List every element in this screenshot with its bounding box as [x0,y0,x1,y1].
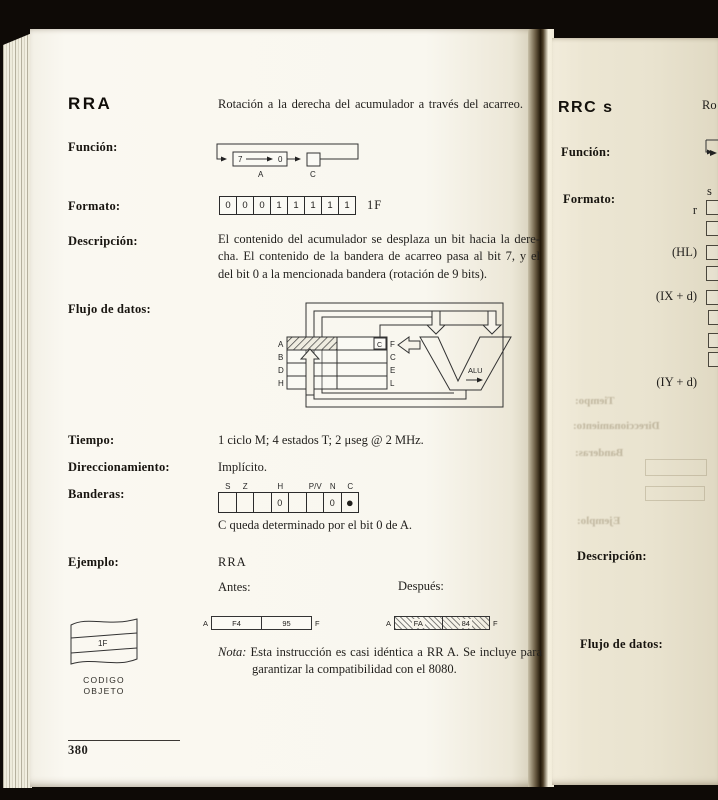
descripcion-text [218,231,540,283]
ghost-box [645,486,705,501]
tiempo-label: Tiempo: [68,433,115,447]
next-summary-fragment: Ro [702,98,717,112]
bit-cell: 0 [253,196,271,215]
bit-cell: 1 [287,196,305,215]
register-after [386,616,498,630]
accumulator-hatched [287,337,337,350]
data-flow-diagram [268,297,518,415]
reg-label: B [278,353,284,362]
flag-label: Z [242,482,248,491]
reg-right-label: F [315,618,320,628]
flags-note: C queda determinado por el bit 0 de A. [218,518,413,532]
rp-formato-label: Formato: [563,192,616,206]
rp-opcode-box-fragment [708,333,718,348]
rp-s-label: s [707,184,712,198]
direccionamiento-label: Direccionamiento: [68,460,170,474]
reg-left-label: A [203,618,209,628]
flag-cell [236,492,255,513]
flag-cell: 0 [271,492,290,513]
ghost-tiempo: Tiempo: [575,395,615,407]
bit-cell: 1 [304,196,322,215]
reg-label: H [278,379,284,388]
reg-a-label: A [258,170,264,179]
alu-input-arrow-right [483,311,501,334]
register-before [203,616,320,630]
reg-value: FA [395,617,443,629]
reg-right-label: F [493,618,498,628]
descripcion-label: Descripción: [68,234,138,248]
rp-opcode-box-fragment [706,290,718,305]
nota-text [218,644,542,677]
carry-c-label: C [310,170,316,179]
page-number-rule [68,740,180,741]
rp-funcion-diagram-fragment [704,138,718,162]
carry-flag-text: C [377,342,383,349]
ghost-direccionamiento: Direccionamiento: [573,420,660,432]
strip-line-bottom [71,648,137,653]
page-number: 380 [68,743,89,757]
object-code-caption [66,675,142,697]
flag-label: S [225,482,231,491]
tiempo-value: 1 ciclo M; 4 estados T; 2 μseg @ 2 MHz. [218,433,424,447]
next-instruction-title: RRC s [558,99,614,116]
funcion-diagram [212,137,364,179]
flag-cell-carry-set: ● [341,492,360,513]
ghost-box [645,459,707,476]
ejemplo-instruction: RRA [218,555,247,569]
flag-cell: 0 [323,492,342,513]
rp-opcode-box-fragment [706,245,718,260]
formato-label: Formato: [68,199,121,213]
alu-label: ALU [468,366,483,375]
ejemplo-label: Ejemplo: [68,555,119,569]
descripcion-line: El contenido del acumulador se desplaza un bit hacia la dere- [218,232,540,246]
ghost-ejemplo: Ejemplo: [577,515,621,527]
descripcion-line: cha. El contenido de la bandera de acarreo pasa al bit 7, y el [218,249,540,264]
banderas-label: Banderas: [68,487,125,501]
opcode-hex: 1F [367,198,383,212]
opcode-bit-row [219,196,382,215]
rp-operand-ixd: (IX + d) [655,289,697,303]
flujo-label: Flujo de datos: [68,302,151,316]
bit-cell: 0 [236,196,254,215]
rp-opcode-box-fragment [708,310,718,325]
ghost-banderas: Banderas: [575,447,624,459]
alu-to-flags-arrow [398,337,420,353]
bit-cell: 0 [219,196,237,215]
rp-descripcion-label: Descripción: [577,549,647,563]
rp-opcode-box-fragment [706,200,718,215]
reg-label: A [278,340,284,349]
reg-label: E [390,366,396,375]
object-code-icon [66,611,142,673]
bit-cell: 1 [270,196,288,215]
nota-line2: garantizar la compatibilidad con el 8080. [252,661,457,676]
flag-label: P/V [308,482,322,491]
flag-cell [253,492,272,513]
direccionamiento-value: Implícito. [218,460,267,474]
reg-value: F4 [212,617,262,629]
flag-label: H [277,482,284,491]
instruction-summary: Rotación a la derecha del acumulador a través del acarreo. [218,97,524,111]
nota-line1: Nota: Esta instrucción es casi idéntica a RR A. Se incluye para [218,645,542,659]
rp-funcion-label: Función: [561,145,611,159]
flag-cell [288,492,307,513]
object-code-value: 1F [98,639,108,648]
bit-cell: 1 [338,196,356,215]
reg-label: D [278,366,284,375]
nota-prefix: Nota: [218,645,247,659]
rp-opcode-box-fragment [706,266,718,281]
flag-cell [306,492,325,513]
strip-line-top [71,633,137,638]
carry-box [307,153,320,166]
despues-label: Después: [398,579,444,593]
reg-label: L [390,379,395,388]
flag-label: C [347,482,354,491]
left-page-edge-stack [3,31,32,788]
reg-before-box [211,616,312,630]
rp-operand-hl: (HL) [672,245,697,259]
reg-label: C [390,353,396,362]
reg-label: F [390,340,395,349]
antes-label: Antes: [218,580,251,594]
flags-table [219,481,359,513]
reg-value: 84 [461,618,470,628]
instruction-title: RRA [68,94,113,113]
flag-label: N [329,482,336,491]
rp-opcode-box-fragment [706,221,718,236]
reg-left-label: A [386,618,392,628]
bit7-label: 7 [238,155,243,164]
reg-value: 95 [282,618,291,628]
bit0-label: 0 [278,155,283,164]
funcion-label: Función: [68,140,118,154]
reg-after-box [394,616,490,630]
flag-cell [218,492,237,513]
rp-operand-iyd: (IY + d) [656,375,697,389]
caption-line: OBJETO [83,686,125,696]
caption-line: CODIGO [83,675,125,685]
alu-input-arrow-left [427,311,445,334]
descripcion-line: del bit 0 a la mencionada bandera (rotación de 9 bits). [218,266,487,281]
rp-flujo-label: Flujo de datos: [580,637,663,651]
alu-shape [420,337,511,390]
bit-cell: 1 [321,196,339,215]
rp-operand-r: r [692,203,697,217]
rp-opcode-box-fragment [708,352,718,367]
